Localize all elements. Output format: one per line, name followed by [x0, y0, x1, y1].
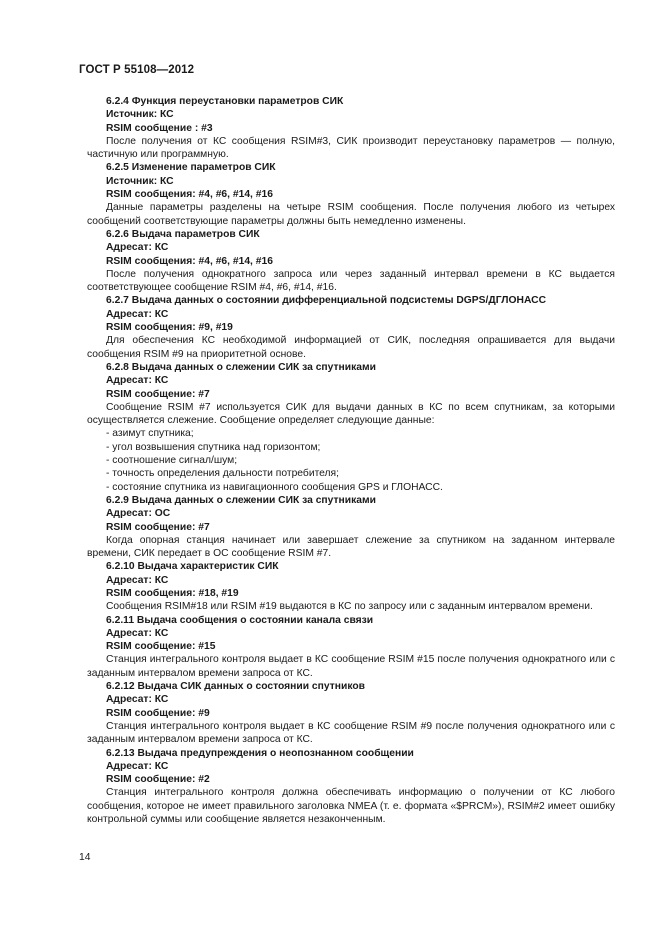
section-subheading: Источник: КС — [106, 109, 174, 121]
section-heading: 6.2.9 Выдача данных о слежении СИК за спутниками — [106, 494, 376, 506]
section-subheading: RSIM сообщения: #4, #6, #14, #16 — [106, 189, 273, 201]
section-subheading: RSIM сообщение: #9 — [106, 707, 210, 719]
section-subheading: Адресат: КС — [106, 694, 169, 706]
list-item: - соотношение сигнал/шум; — [106, 455, 238, 467]
body-paragraph: Данные параметры разделены на четыре RSIM сообщения. После получения любого из четырех сообщений соответствующие параметры должны быть немедленно изменены. — [87, 202, 615, 227]
body-paragraph: Сообщения RSIM#18 или RSIM #19 выдаются в КС по запросу или с заданным интервалом времени. — [106, 601, 593, 613]
section-subheading: RSIM сообщения: #4, #6, #14, #16 — [106, 255, 273, 267]
section-subheading: Адресат: КС — [106, 574, 169, 586]
list-item: - точность определения дальности потребителя; — [106, 468, 339, 480]
section-heading: 6.2.6 Выдача параметров СИК — [106, 228, 260, 240]
body-paragraph: После получения однократного запроса или через заданный интервал времени в КС выдается соответствующее сообщение RSIM #4, #6, #14, #16. — [87, 268, 615, 294]
section-subheading: RSIM сообщение: #7 — [106, 388, 210, 400]
list-item: - угол возвышения спутника над горизонтом; — [106, 441, 321, 453]
section-heading: 6.2.10 Выдача характеристик СИК — [106, 561, 279, 573]
list-item: - азимут спутника; — [106, 428, 194, 440]
body-paragraph: Для обеспечения КС необходимой информацией от СИК, последняя опрашивается для выдачи сообщения RSIM #9 на приоритетной основе. — [87, 335, 615, 360]
section-subheading: RSIM сообщения: #18, #19 — [106, 587, 239, 599]
section-subheading: RSIM сообщение: #15 — [106, 641, 216, 653]
section-subheading: Адресат: КС — [106, 308, 169, 320]
section-subheading: Источник: КС — [106, 175, 174, 187]
body-paragraph: Станция интегрального контроля выдает в КС сообщение RSIM #9 после получения однократного или с заданным интервалом времени запроса от КС. — [87, 720, 615, 746]
page-number: 14 — [79, 852, 91, 863]
section-heading: 6.2.7 Выдача данных о состоянии дифференциальной подсистемы DGPS/ДГЛОНАСС — [106, 295, 547, 307]
body-paragraph: Сообщение RSIM #7 используется СИК для выдачи данных в КС по всем спутникам, за которыми осуществляется слежение. Сообщение определяет следующие данные: — [87, 401, 615, 427]
section-subheading: RSIM сообщение: #2 — [106, 774, 210, 786]
section-heading: 6.2.5 Изменение параметров СИК — [106, 162, 276, 174]
section-heading: 6.2.8 Выдача данных о слежении СИК за спутниками — [106, 361, 376, 373]
list-item: - состояние спутника из навигационного сообщения GPS и ГЛОНАСС. — [106, 481, 443, 493]
page-header-standard-number: ГОСТ Р 55108—2012 — [79, 64, 195, 76]
section-heading: 6.2.12 Выдача СИК данных о состоянии спутников — [106, 681, 365, 693]
document-body — [87, 95, 615, 826]
body-paragraph: После получения от КС сообщения RSIM#3, СИК производит переустановку параметров — полную, частичную или программную. — [87, 135, 615, 161]
section-heading: 6.2.4 Функция переустановки параметров СИК — [106, 96, 344, 107]
section-subheading: RSIM сообщение: #7 — [106, 521, 210, 533]
body-paragraph: Станция интегрального контроля должна обеспечивать информацию о получении от КС любого сообщения, которое не имеет правильного заголовка NMEA (т. е. формата «$PRCM»), RSIM#2 имеет ошибку контрольной суммы или сообщение является незаконченным. — [87, 787, 615, 826]
section-subheading: Адресат: КС — [106, 627, 169, 639]
section-subheading: Адресат: КС — [106, 375, 169, 387]
section-subheading: RSIM сообщения: #9, #19 — [106, 322, 233, 334]
body-paragraph: Станция интегрального контроля выдает в КС сообщение RSIM #15 после получения однократного или с заданным интервалом времени запроса от КС. — [87, 654, 615, 679]
section-subheading: RSIM сообщение : #3 — [106, 122, 213, 134]
section-heading: 6.2.11 Выдача сообщения о состоянии канала связи — [106, 614, 374, 626]
section-subheading: Адресат: ОС — [106, 508, 171, 520]
section-heading: 6.2.13 Выдача предупреждения о неопознанном сообщении — [106, 747, 414, 759]
section-subheading: Адресат: КС — [106, 242, 169, 254]
body-paragraph: Когда опорная станция начинает или завершает слежение за спутником на заданном интервале времени, СИК передает в ОС сообщение RSIM #7. — [87, 534, 615, 560]
section-subheading: Адресат: КС — [106, 760, 169, 772]
